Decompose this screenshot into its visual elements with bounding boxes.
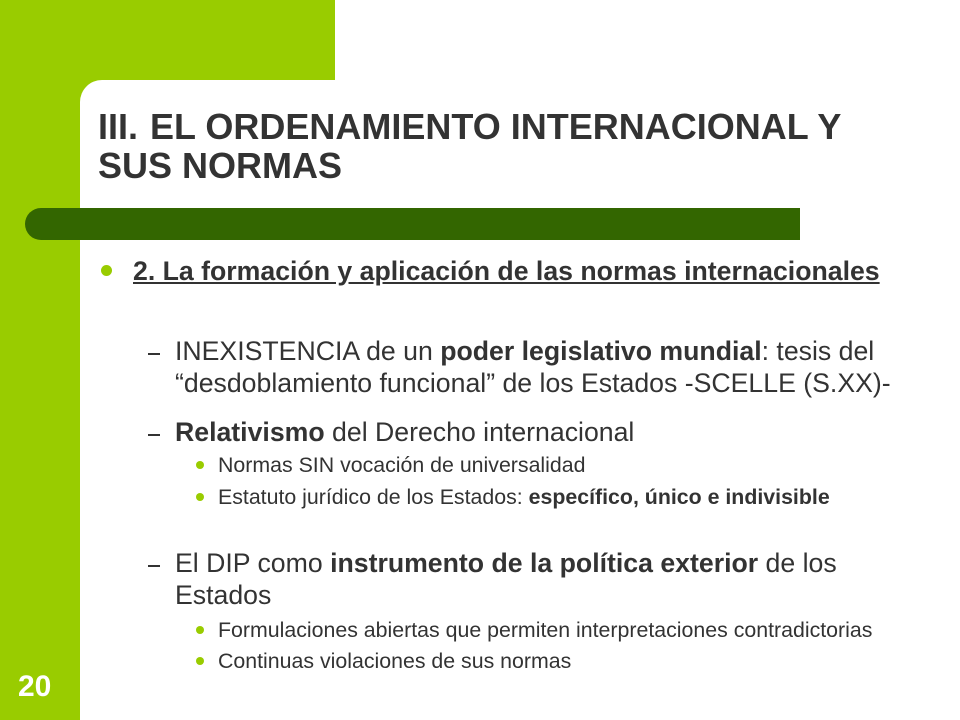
bold-run: Relativismo — [175, 417, 325, 447]
text-run: del Derecho internacional — [324, 417, 635, 447]
sub-bullet-dot — [196, 493, 204, 501]
sub-list-item — [218, 649, 571, 673]
sub-list-item — [218, 618, 872, 642]
sub-bullet-dot — [196, 626, 204, 634]
title-number: III. — [98, 106, 139, 147]
bold-run: poder legislativo mundial — [440, 336, 762, 366]
title-divider-bar — [25, 208, 800, 240]
sub-bullet-dot — [196, 461, 204, 469]
bold-run: específico, único e indivisible — [528, 485, 830, 509]
text-run: Estatuto jurídico de los Estados: — [218, 485, 529, 509]
text-run: : tesis del “desdoblamiento funcional” de los Estados -SCELLE (S.XX)- — [175, 336, 891, 398]
dash-marker — [148, 353, 160, 355]
section-heading: 2. La formación y aplicación de las normas internacionales — [133, 256, 880, 286]
text-run: Normas SIN vocación de universalidad — [218, 453, 586, 477]
dash-marker — [148, 434, 160, 436]
sub-list-item — [218, 453, 586, 477]
text-run: Formulaciones abiertas que permiten interpretaciones contradictorias — [218, 618, 873, 642]
slide-title — [98, 107, 868, 185]
title-text: EL ORDENAMIENTO INTERNACIONAL Y SUS NORMAS — [98, 106, 841, 186]
heading-bullet-dot — [101, 265, 112, 276]
list-item — [175, 416, 920, 448]
list-item — [175, 547, 920, 611]
list-item — [175, 335, 920, 399]
text-run: INEXISTENCIA de un — [175, 336, 441, 366]
page-number: 20 — [18, 670, 52, 703]
sub-list-item — [218, 485, 830, 509]
text-run: El DIP como — [175, 548, 331, 578]
text-run: de los Estados — [175, 548, 837, 610]
bold-run: instrumento de la política exterior — [330, 548, 759, 578]
sub-bullet-dot — [196, 657, 204, 665]
text-run: Continuas violaciones de sus normas — [218, 649, 572, 673]
dash-marker — [148, 565, 160, 567]
